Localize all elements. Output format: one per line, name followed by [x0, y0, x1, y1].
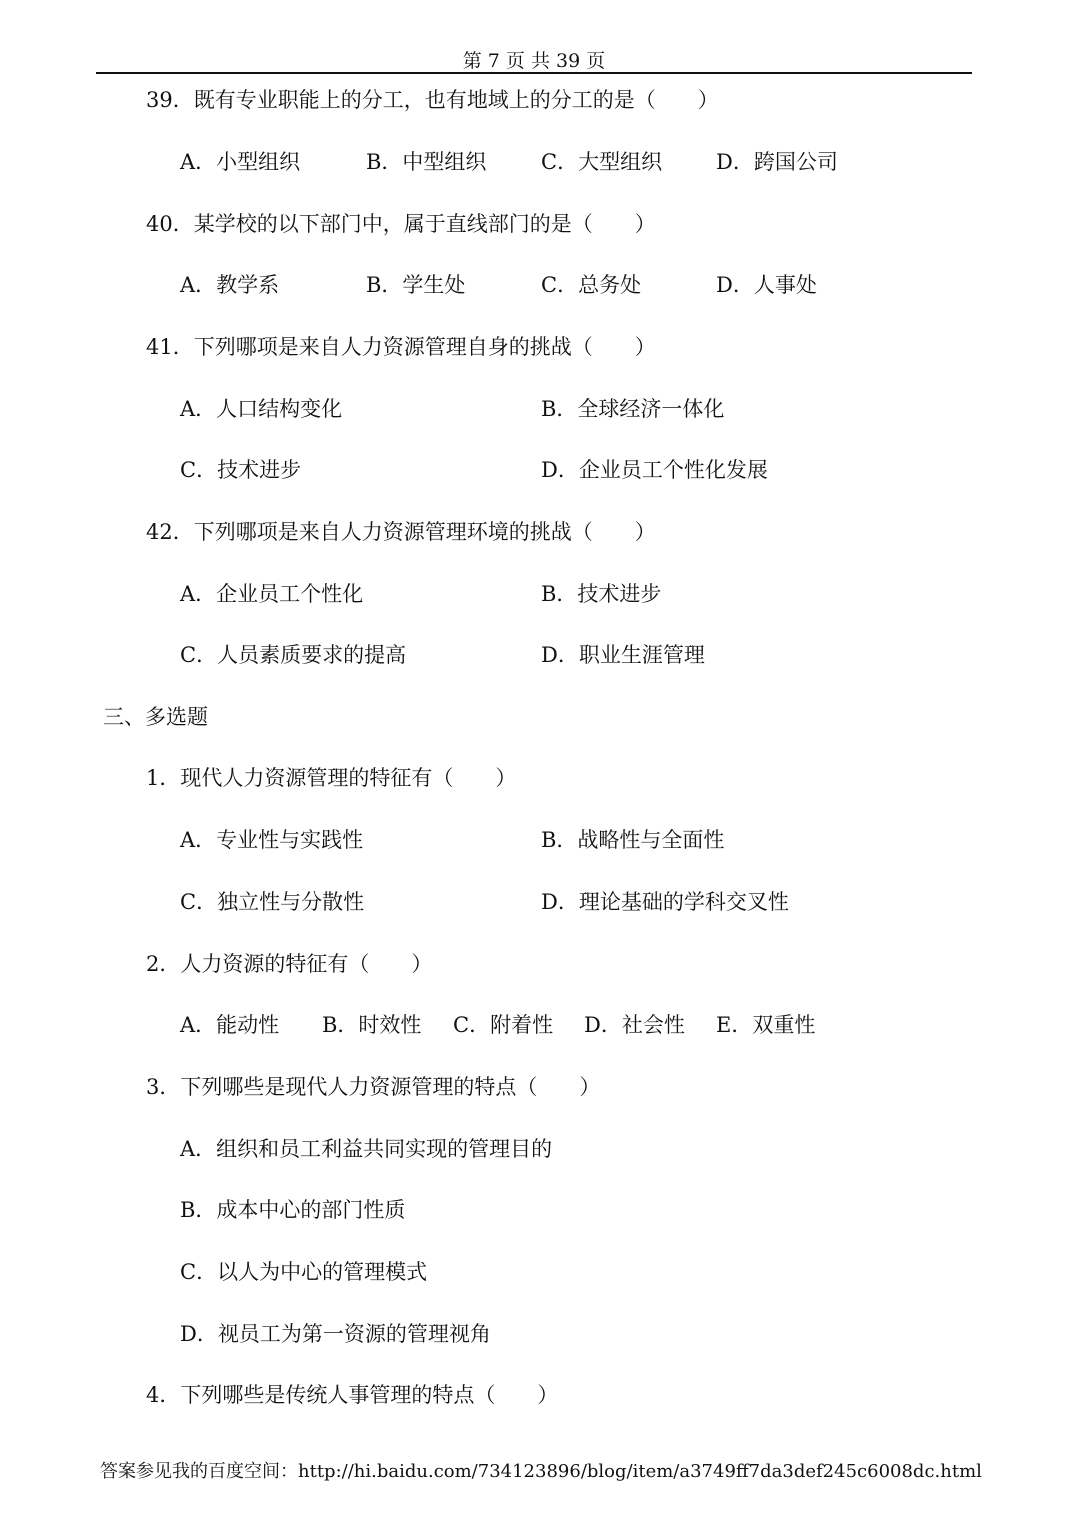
page-indicator: 第 7 页 共 39 页	[462, 50, 606, 72]
m3-option-c: C．以人为中心的管理模式	[180, 1260, 428, 1284]
q42-option-d: D．职业生涯管理	[541, 643, 705, 667]
q42-option-a: A．企业员工个性化	[180, 582, 364, 606]
m3-option-b: B．成本中心的部门性质	[180, 1198, 406, 1222]
m1-option-d: D．理论基础的学科交叉性	[541, 890, 789, 914]
m1-option-a: A．专业性与实践性	[180, 828, 364, 852]
q40-option-a: A．教学系	[180, 273, 280, 297]
m2-option-c: C．附着性	[453, 1013, 554, 1037]
q42-option-c: C．人员素质要求的提高	[180, 643, 407, 667]
q39-option-c: C．大型组织	[541, 150, 663, 174]
multi-2-stem: 2．人力资源的特征有（ ）	[146, 952, 433, 976]
footer-note: 答案参见我的百度空间：http://hi.baidu.com/734123896/blog/item/a3749ff7da3def245c6008dc.html	[100, 1461, 982, 1482]
q40-option-b: B．学生处	[366, 273, 466, 297]
q41-option-a: A．人口结构变化	[180, 397, 343, 421]
m1-option-b: B．战略性与全面性	[541, 828, 725, 852]
question-42-stem: 42．下列哪项是来自人力资源管理环境的挑战（ ）	[146, 520, 656, 544]
q39-option-b: B．中型组织	[366, 150, 487, 174]
question-41-stem: 41．下列哪项是来自人力资源管理自身的挑战（ ）	[146, 335, 656, 359]
multi-3-stem: 3．下列哪些是现代人力资源管理的特点（ ）	[146, 1075, 601, 1099]
q41-option-c: C．技术进步	[180, 458, 302, 482]
q39-option-d: D．跨国公司	[716, 150, 838, 174]
q39-option-a: A．小型组织	[180, 150, 301, 174]
question-40-stem: 40．某学校的以下部门中，属于直线部门的是（ ）	[146, 212, 656, 236]
section-title: 三、多选题	[103, 705, 208, 729]
q41-option-b: B．全球经济一体化	[541, 397, 725, 421]
m1-option-c: C．独立性与分散性	[180, 890, 365, 914]
m2-option-b: B．时效性	[322, 1013, 422, 1037]
m2-option-d: D．社会性	[584, 1013, 685, 1037]
q40-option-d: D．人事处	[716, 273, 817, 297]
m3-option-d: D．视员工为第一资源的管理视角	[180, 1322, 491, 1346]
question-39-stem: 39．既有专业职能上的分工，也有地域上的分工的是（ ）	[146, 88, 719, 112]
q42-option-b: B．技术进步	[541, 582, 662, 606]
multi-4-stem: 4．下列哪些是传统人事管理的特点（ ）	[146, 1383, 559, 1407]
multi-1-stem: 1．现代人力资源管理的特征有（ ）	[146, 766, 517, 790]
q41-option-d: D．企业员工个性化发展	[541, 458, 768, 482]
header-rule	[96, 72, 972, 74]
q40-option-c: C．总务处	[541, 273, 642, 297]
m2-option-a: A．能动性	[180, 1013, 280, 1037]
m3-option-a: A．组织和员工利益共同实现的管理目的	[180, 1137, 553, 1161]
m2-option-e: E．双重性	[716, 1013, 816, 1037]
